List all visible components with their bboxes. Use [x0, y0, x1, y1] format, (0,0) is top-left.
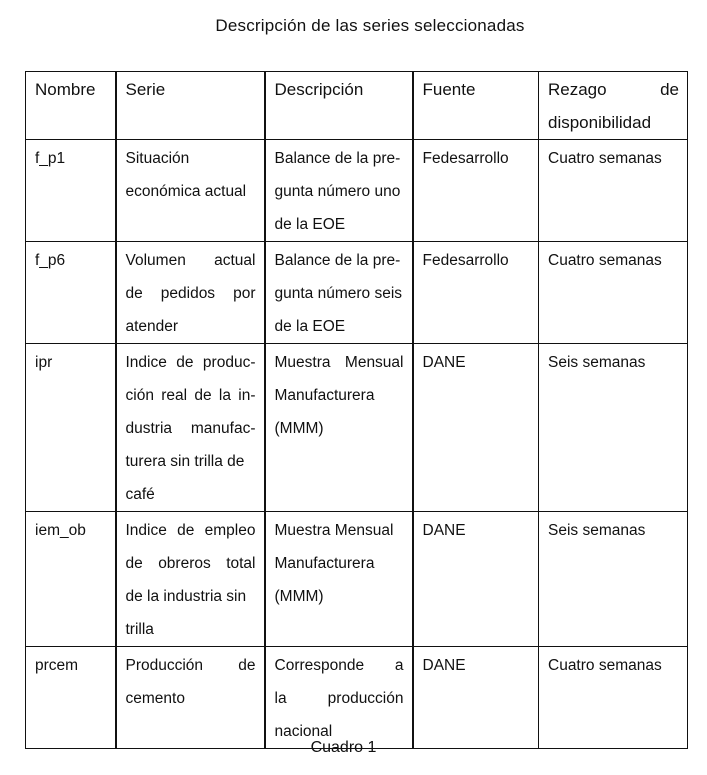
cell-serie — [116, 512, 265, 647]
cell-descripcion — [265, 242, 413, 344]
cell-serie — [116, 242, 265, 344]
cell-fuente: Fedesarrollo — [413, 242, 539, 344]
serie-line: de pedidos por — [125, 285, 256, 302]
serie-line: turera sin trilla de — [125, 453, 245, 470]
cell-nombre: iem_ob — [26, 512, 116, 647]
cell-serie — [116, 647, 265, 749]
serie-line: café — [125, 486, 155, 503]
table-row — [26, 242, 688, 344]
serie-line: trilla — [125, 621, 154, 638]
table-header-row — [26, 72, 688, 140]
cell-nombre: f_p1 — [26, 140, 116, 242]
descripcion-line: Manufacturera — [274, 387, 375, 404]
table-row — [26, 512, 688, 647]
cell-serie — [116, 344, 265, 512]
descripcion-line: Balance de la pre- — [274, 252, 401, 269]
table-row — [26, 344, 688, 512]
serie-line: económica actual — [125, 183, 247, 200]
header-rezago-line-1: Rezago de — [548, 80, 679, 99]
cell-nombre: f_p6 — [26, 242, 116, 344]
descripcion-line: (MMM) — [274, 588, 324, 605]
descripcion-line: (MMM) — [274, 420, 324, 437]
table-row — [26, 647, 688, 749]
header-fuente: Fuente — [413, 72, 539, 140]
cell-rezago: Seis semanas — [539, 344, 688, 512]
table-caption: Cuadro 1 — [310, 739, 377, 756]
descripcion-line: la producción — [274, 690, 404, 707]
cell-rezago: Seis semanas — [539, 512, 688, 647]
cell-rezago: Cuatro semanas — [539, 242, 688, 344]
series-table — [25, 71, 688, 749]
cell-nombre: prcem — [26, 647, 116, 749]
cell-fuente: DANE — [413, 344, 539, 512]
descripcion-line: Balance de la pre- — [274, 150, 401, 167]
descripcion-line: Muestra Mensual — [274, 522, 394, 539]
serie-line: Indice de empleo — [125, 522, 256, 539]
cell-rezago: Cuatro semanas — [539, 647, 688, 749]
descripcion-line: gunta número seis — [274, 285, 403, 302]
serie-line: ción real de la in- — [125, 387, 256, 404]
descripcion-line: Muestra Mensual — [274, 354, 404, 371]
serie-line: Situación — [125, 150, 190, 167]
header-descripcion: Descripción — [265, 72, 413, 140]
serie-line: atender — [125, 318, 179, 335]
descripcion-line: nacional — [274, 723, 333, 740]
descripcion-line: Corresponde a — [274, 657, 404, 674]
cell-fuente: DANE — [413, 647, 539, 749]
header-rezago — [539, 72, 688, 140]
descripcion-line: gunta número uno — [274, 183, 401, 200]
descripcion-line: de la EOE — [274, 216, 346, 233]
header-nombre: Nombre — [26, 72, 116, 140]
descripcion-line: de la EOE — [274, 318, 346, 335]
serie-line: Volumen actual — [125, 252, 256, 269]
serie-line: Indice de produc- — [125, 354, 256, 371]
serie-line: de la industria sin — [125, 588, 247, 605]
cell-descripcion — [265, 647, 413, 749]
descripcion-line: Manufacturera — [274, 555, 375, 572]
header-rezago-line-2: disponibilidad — [548, 113, 652, 132]
cell-rezago: Cuatro semanas — [539, 140, 688, 242]
serie-line: cemento — [125, 690, 185, 707]
cell-nombre: ipr — [26, 344, 116, 512]
table-title: Descripción de las series seleccionadas — [215, 16, 525, 35]
cell-serie — [116, 140, 265, 242]
cell-fuente: DANE — [413, 512, 539, 647]
cell-fuente: Fedesarrollo — [413, 140, 539, 242]
serie-line: Producción de — [125, 657, 256, 674]
serie-line: de obreros total — [125, 555, 256, 572]
table-row — [26, 140, 688, 242]
cell-descripcion — [265, 140, 413, 242]
header-serie: Serie — [116, 72, 265, 140]
serie-line: dustria manufac- — [125, 420, 256, 437]
cell-descripcion — [265, 512, 413, 647]
cell-descripcion — [265, 344, 413, 512]
